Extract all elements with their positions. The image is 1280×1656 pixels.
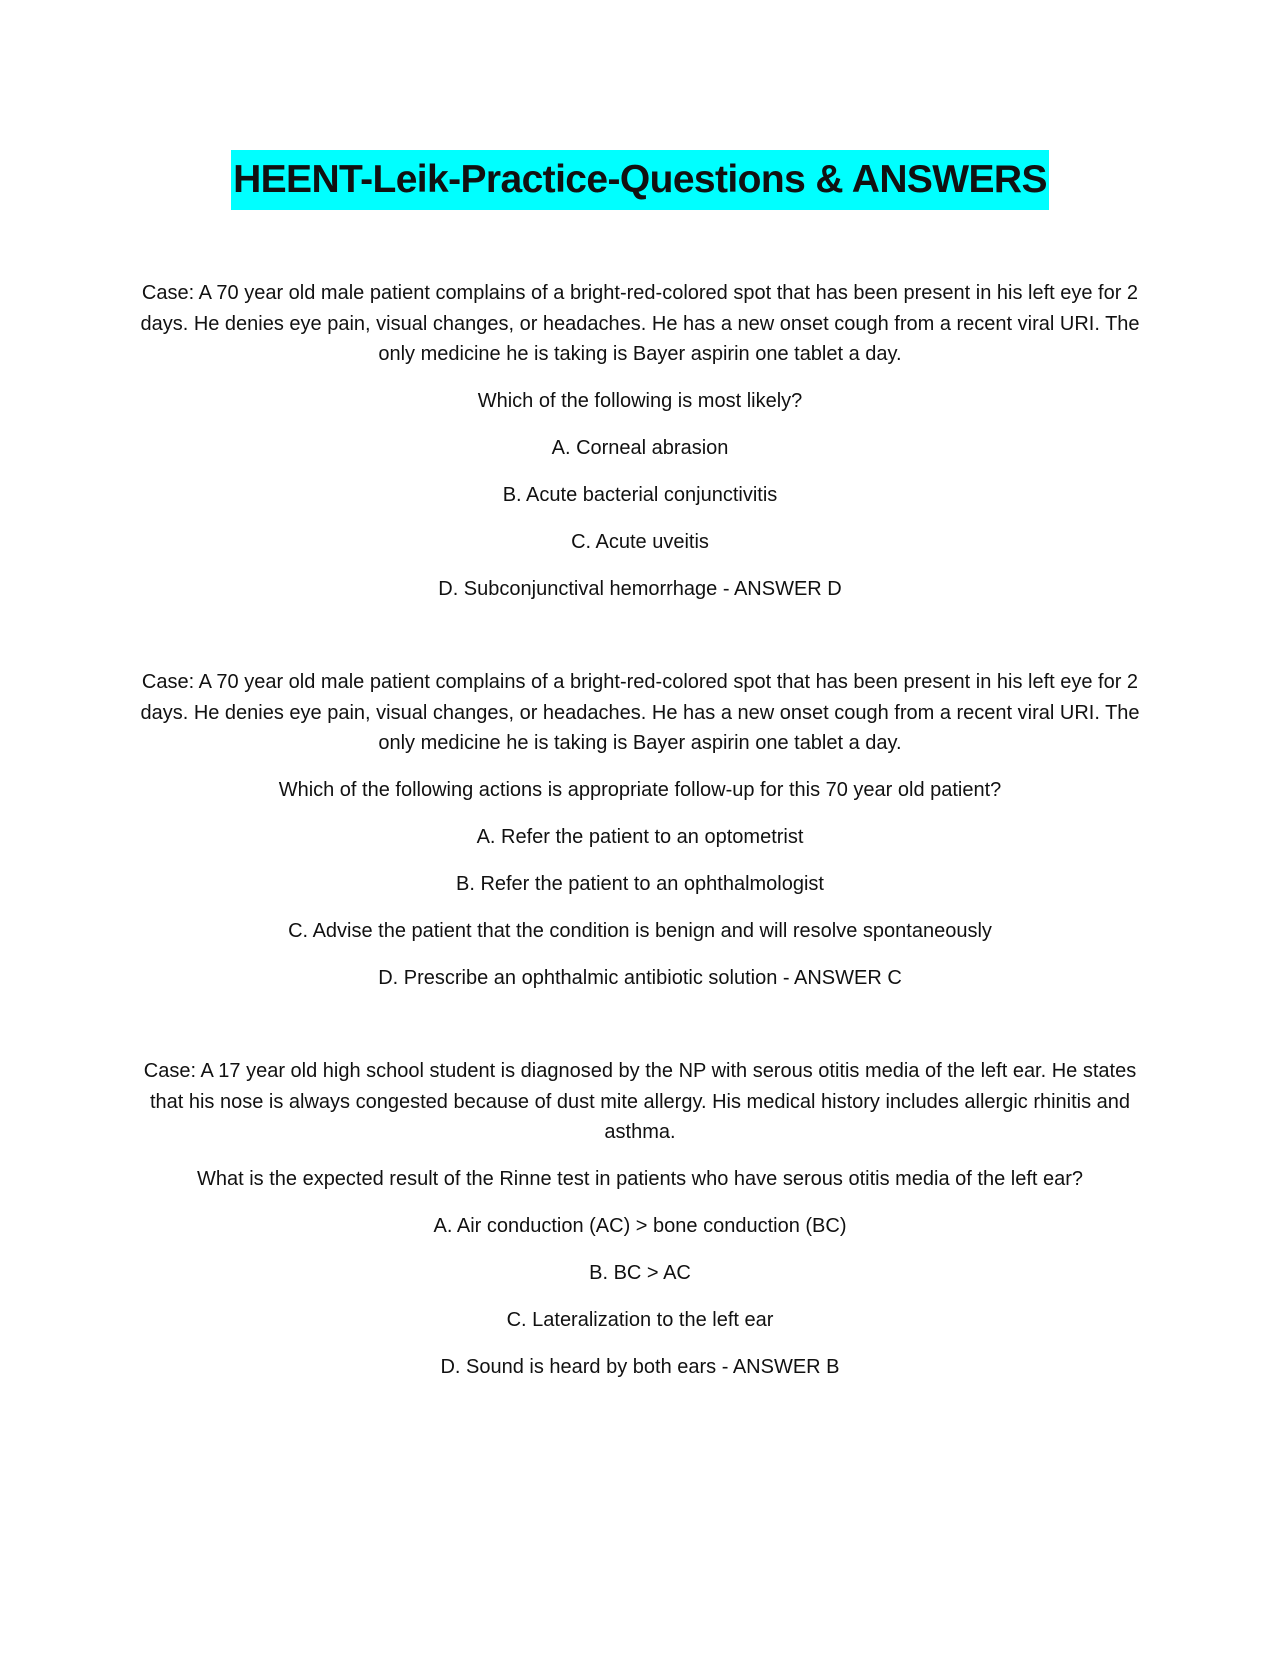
question-block-2 bbox=[140, 667, 1140, 993]
answer-option-b: B. BC > AC bbox=[589, 1261, 691, 1284]
answer-option-c: C. Acute uveitis bbox=[571, 530, 709, 553]
question-block-3 bbox=[140, 1056, 1140, 1382]
answer-option-a: A. Corneal abrasion bbox=[551, 436, 729, 459]
answer-option-d: D. Prescribe an ophthalmic antibiotic solution - ANSWER C bbox=[378, 966, 902, 989]
question-prompt: Which of the following is most likely? bbox=[477, 389, 803, 412]
answer-option-c: C. Advise the patient that the condition is benign and will resolve spontaneously bbox=[288, 919, 992, 942]
answer-option-d: D. Sound is heard by both ears - ANSWER B bbox=[440, 1355, 840, 1378]
question-case-text: Case: A 70 year old male patient complains of a bright-red-colored spot that has been present in his left eye for 2 days. He denies eye pain, visual changes, or headaches. He has a new onset cough from a recent viral URI. The only medicine he is taking is Bayer aspirin one tablet a day. bbox=[140, 671, 1140, 754]
question-case-text: Case: A 70 year old male patient complains of a bright-red-colored spot that has been present in his left eye for 2 days. He denies eye pain, visual changes, or headaches. He has a new onset cough from a recent viral URI. The only medicine he is taking is Bayer aspirin one tablet a day. bbox=[140, 282, 1140, 365]
question-prompt: Which of the following actions is appropriate follow-up for this 70 year old patient? bbox=[278, 778, 1002, 801]
answer-option-a: A. Air conduction (AC) > bone conduction (BC) bbox=[433, 1214, 847, 1237]
answer-option-c: C. Lateralization to the left ear bbox=[506, 1308, 774, 1331]
document-title: HEENT-Leik-Practice-Questions & ANSWERS bbox=[231, 150, 1049, 210]
answer-option-d: D. Subconjunctival hemorrhage - ANSWER D bbox=[438, 577, 842, 600]
answer-option-a: A. Refer the patient to an optometrist bbox=[476, 825, 804, 848]
question-case-text: Case: A 17 year old high school student is diagnosed by the NP with serous otitis media of the left ear. He states that his nose is always congested because of dust mite allergy. His medical history includes allergic rhinitis and asthma. bbox=[143, 1060, 1137, 1143]
question-prompt: What is the expected result of the Rinne test in patients who have serous otitis media of the left ear? bbox=[196, 1167, 1084, 1190]
question-block-1 bbox=[140, 278, 1140, 604]
answer-option-b: B. Acute bacterial conjunctivitis bbox=[502, 483, 778, 506]
answer-option-b: B. Refer the patient to an ophthalmologist bbox=[455, 872, 824, 895]
title-container bbox=[0, 150, 1280, 210]
